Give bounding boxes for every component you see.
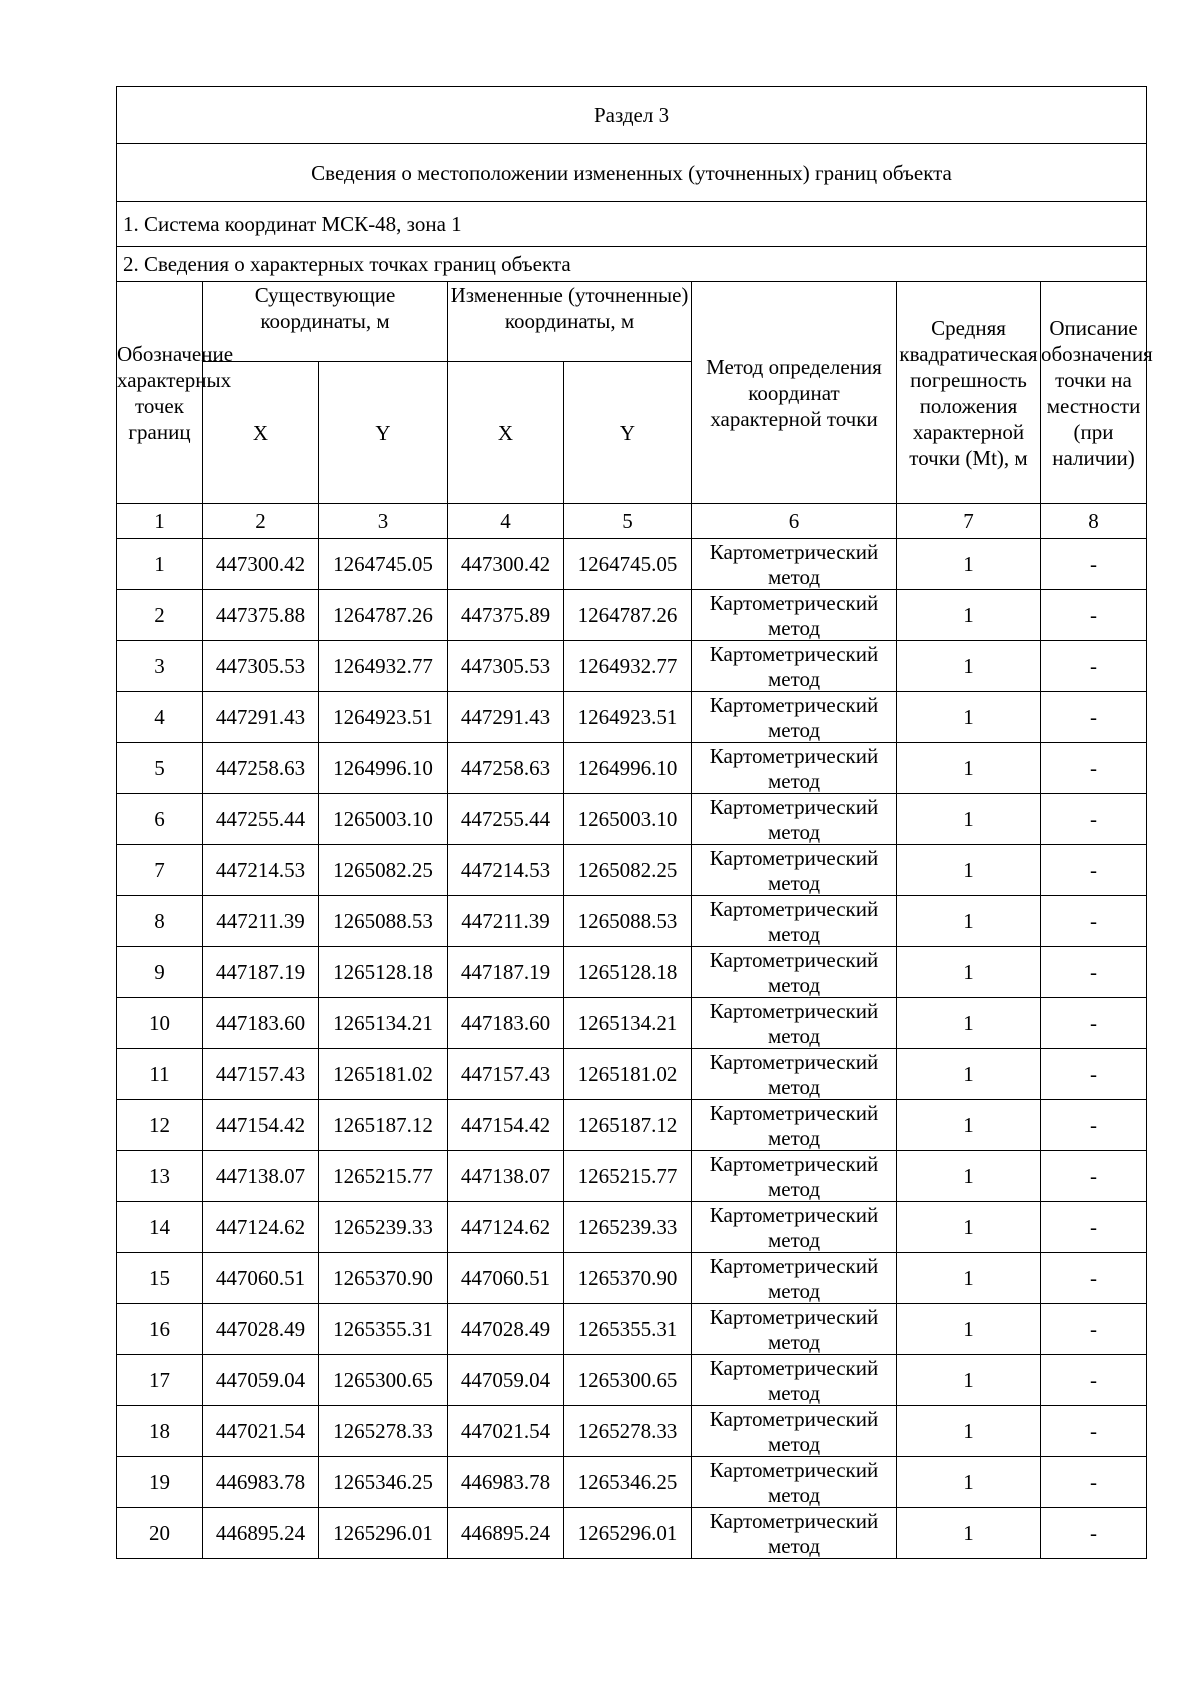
point-number-cell: 18 xyxy=(117,1406,203,1457)
existing-x-cell: 447157.43 xyxy=(203,1049,319,1100)
table-row xyxy=(117,743,1147,794)
existing-x-cell: 447183.60 xyxy=(203,998,319,1049)
changed-x-cell: 447187.19 xyxy=(448,947,564,998)
changed-y-cell: 1265300.65 xyxy=(564,1355,692,1406)
existing-y-cell: 1264745.05 xyxy=(319,539,448,590)
header-existing-x: X xyxy=(203,362,319,504)
method-text: Картометрический метод xyxy=(709,591,879,640)
existing-x-cell: 447154.42 xyxy=(203,1100,319,1151)
method-cell xyxy=(692,641,897,692)
mean-square-error-cell: 1 xyxy=(897,641,1041,692)
changed-x-cell: 447214.53 xyxy=(448,845,564,896)
method-text: Картометрический метод xyxy=(709,1509,879,1558)
table-row xyxy=(117,539,1147,590)
method-cell xyxy=(692,1202,897,1253)
method-text: Картометрический метод xyxy=(709,1458,879,1507)
description-cell: - xyxy=(1041,1457,1147,1508)
method-text: Картометрический метод xyxy=(709,1152,879,1201)
header-description: Описание обозначения точки на местности (при наличии) xyxy=(1041,282,1147,504)
changed-x-cell: 446983.78 xyxy=(448,1457,564,1508)
method-cell xyxy=(692,1253,897,1304)
table-row xyxy=(117,1406,1147,1457)
section-title: Раздел 3 xyxy=(117,87,1147,144)
changed-x-cell: 447059.04 xyxy=(448,1355,564,1406)
point-number-cell: 20 xyxy=(117,1508,203,1559)
changed-x-cell: 447124.62 xyxy=(448,1202,564,1253)
description-cell: - xyxy=(1041,1202,1147,1253)
changed-y-cell: 1265128.18 xyxy=(564,947,692,998)
description-cell: - xyxy=(1041,1100,1147,1151)
method-text: Картометрический метод xyxy=(709,948,879,997)
method-text: Картометрический метод xyxy=(709,1203,879,1252)
mean-square-error-cell: 1 xyxy=(897,539,1041,590)
description-cell: - xyxy=(1041,1253,1147,1304)
method-cell xyxy=(692,590,897,641)
existing-y-cell: 1264996.10 xyxy=(319,743,448,794)
changed-x-cell: 447060.51 xyxy=(448,1253,564,1304)
header-changed-coords: Измененные (уточненные) координаты, м xyxy=(448,282,692,362)
existing-y-cell: 1265134.21 xyxy=(319,998,448,1049)
point-number-cell: 14 xyxy=(117,1202,203,1253)
changed-x-cell: 447138.07 xyxy=(448,1151,564,1202)
existing-x-cell: 447375.88 xyxy=(203,590,319,641)
coord-system: 1. Система координат МСК-48, зона 1 xyxy=(117,202,1147,247)
changed-x-cell: 446895.24 xyxy=(448,1508,564,1559)
changed-y-cell: 1264932.77 xyxy=(564,641,692,692)
changed-x-cell: 447154.42 xyxy=(448,1100,564,1151)
changed-y-cell: 1265134.21 xyxy=(564,998,692,1049)
point-number-cell: 17 xyxy=(117,1355,203,1406)
method-cell xyxy=(692,743,897,794)
changed-x-cell: 447291.43 xyxy=(448,692,564,743)
existing-x-cell: 447291.43 xyxy=(203,692,319,743)
description-cell: - xyxy=(1041,743,1147,794)
table-row xyxy=(117,1151,1147,1202)
table-row xyxy=(117,947,1147,998)
changed-x-cell: 447021.54 xyxy=(448,1406,564,1457)
method-cell xyxy=(692,1049,897,1100)
changed-y-cell: 1265346.25 xyxy=(564,1457,692,1508)
existing-y-cell: 1265296.01 xyxy=(319,1508,448,1559)
header-mean-square-error: Средняя квадратическая погрешность положения характерной точки (Mt), м xyxy=(897,282,1041,504)
existing-x-cell: 447060.51 xyxy=(203,1253,319,1304)
existing-y-cell: 1264923.51 xyxy=(319,692,448,743)
method-cell xyxy=(692,1406,897,1457)
table-row xyxy=(117,692,1147,743)
existing-x-cell: 447059.04 xyxy=(203,1355,319,1406)
point-number-cell: 1 xyxy=(117,539,203,590)
description-cell: - xyxy=(1041,590,1147,641)
point-number-cell: 19 xyxy=(117,1457,203,1508)
existing-x-cell: 447124.62 xyxy=(203,1202,319,1253)
table-row xyxy=(117,1457,1147,1508)
existing-y-cell: 1265300.65 xyxy=(319,1355,448,1406)
description-cell: - xyxy=(1041,641,1147,692)
method-text: Картометрический метод xyxy=(709,1254,879,1303)
column-number: 2 xyxy=(203,504,319,539)
mean-square-error-cell: 1 xyxy=(897,1202,1041,1253)
existing-x-cell: 447300.42 xyxy=(203,539,319,590)
point-number-cell: 10 xyxy=(117,998,203,1049)
method-text: Картометрический метод xyxy=(709,1101,879,1150)
existing-y-cell: 1265128.18 xyxy=(319,947,448,998)
changed-y-cell: 1265187.12 xyxy=(564,1100,692,1151)
mean-square-error-cell: 1 xyxy=(897,743,1041,794)
header-point-designation: Обозначение характерных точек границ xyxy=(117,282,203,504)
changed-y-cell: 1264923.51 xyxy=(564,692,692,743)
changed-x-cell: 447305.53 xyxy=(448,641,564,692)
point-number-cell: 16 xyxy=(117,1304,203,1355)
changed-x-cell: 447183.60 xyxy=(448,998,564,1049)
description-cell: - xyxy=(1041,896,1147,947)
description-cell: - xyxy=(1041,1304,1147,1355)
existing-y-cell: 1265187.12 xyxy=(319,1100,448,1151)
changed-y-cell: 1265370.90 xyxy=(564,1253,692,1304)
changed-y-cell: 1265278.33 xyxy=(564,1406,692,1457)
column-number: 6 xyxy=(692,504,897,539)
method-text: Картометрический метод xyxy=(709,744,879,793)
column-number: 5 xyxy=(564,504,692,539)
section-subtitle: Сведения о местоположении измененных (уточненных) границ объекта xyxy=(117,144,1147,202)
description-cell: - xyxy=(1041,692,1147,743)
changed-x-cell: 447157.43 xyxy=(448,1049,564,1100)
description-cell: - xyxy=(1041,794,1147,845)
table-row xyxy=(117,1253,1147,1304)
changed-y-cell: 1265296.01 xyxy=(564,1508,692,1559)
table-row xyxy=(117,590,1147,641)
point-number-cell: 12 xyxy=(117,1100,203,1151)
changed-y-cell: 1265355.31 xyxy=(564,1304,692,1355)
method-cell xyxy=(692,845,897,896)
table-row xyxy=(117,1304,1147,1355)
method-cell xyxy=(692,896,897,947)
point-number-cell: 3 xyxy=(117,641,203,692)
existing-y-cell: 1265181.02 xyxy=(319,1049,448,1100)
method-cell xyxy=(692,998,897,1049)
method-text: Картометрический метод xyxy=(709,1305,879,1354)
existing-x-cell: 447255.44 xyxy=(203,794,319,845)
point-number-cell: 6 xyxy=(117,794,203,845)
column-number: 3 xyxy=(319,504,448,539)
changed-y-cell: 1264745.05 xyxy=(564,539,692,590)
mean-square-error-cell: 1 xyxy=(897,1304,1041,1355)
existing-y-cell: 1265088.53 xyxy=(319,896,448,947)
existing-y-cell: 1265278.33 xyxy=(319,1406,448,1457)
table-row xyxy=(117,896,1147,947)
method-cell xyxy=(692,539,897,590)
existing-x-cell: 447021.54 xyxy=(203,1406,319,1457)
header-changed-x: X xyxy=(448,362,564,504)
method-text: Картометрический метод xyxy=(709,693,879,742)
method-cell xyxy=(692,1151,897,1202)
mean-square-error-cell: 1 xyxy=(897,1457,1041,1508)
mean-square-error-cell: 1 xyxy=(897,1151,1041,1202)
point-number-cell: 7 xyxy=(117,845,203,896)
existing-x-cell: 447258.63 xyxy=(203,743,319,794)
existing-x-cell: 446983.78 xyxy=(203,1457,319,1508)
existing-y-cell: 1265215.77 xyxy=(319,1151,448,1202)
boundary-points-table xyxy=(116,86,1153,1559)
existing-x-cell: 447211.39 xyxy=(203,896,319,947)
mean-square-error-cell: 1 xyxy=(897,998,1041,1049)
point-number-cell: 2 xyxy=(117,590,203,641)
existing-y-cell: 1265003.10 xyxy=(319,794,448,845)
changed-y-cell: 1265215.77 xyxy=(564,1151,692,1202)
table-row xyxy=(117,1355,1147,1406)
description-cell: - xyxy=(1041,1049,1147,1100)
mean-square-error-cell: 1 xyxy=(897,1253,1041,1304)
existing-y-cell: 1265346.25 xyxy=(319,1457,448,1508)
method-text: Картометрический метод xyxy=(709,846,879,895)
changed-y-cell: 1265181.02 xyxy=(564,1049,692,1100)
description-cell: - xyxy=(1041,947,1147,998)
mean-square-error-cell: 1 xyxy=(897,1406,1041,1457)
table-row xyxy=(117,794,1147,845)
changed-y-cell: 1265082.25 xyxy=(564,845,692,896)
method-text: Картометрический метод xyxy=(709,1050,879,1099)
method-text: Картометрический метод xyxy=(709,897,879,946)
changed-x-cell: 447211.39 xyxy=(448,896,564,947)
description-cell: - xyxy=(1041,1355,1147,1406)
column-number: 1 xyxy=(117,504,203,539)
method-text: Картометрический метод xyxy=(709,1407,879,1456)
existing-x-cell: 447214.53 xyxy=(203,845,319,896)
method-cell xyxy=(692,1508,897,1559)
changed-y-cell: 1265003.10 xyxy=(564,794,692,845)
table-row xyxy=(117,845,1147,896)
table-row xyxy=(117,998,1147,1049)
changed-x-cell: 447375.89 xyxy=(448,590,564,641)
method-cell xyxy=(692,794,897,845)
header-existing-y: Y xyxy=(319,362,448,504)
description-cell: - xyxy=(1041,1406,1147,1457)
description-cell: - xyxy=(1041,845,1147,896)
method-cell xyxy=(692,947,897,998)
mean-square-error-cell: 1 xyxy=(897,1100,1041,1151)
point-number-cell: 8 xyxy=(117,896,203,947)
changed-x-cell: 447258.63 xyxy=(448,743,564,794)
existing-x-cell: 447028.49 xyxy=(203,1304,319,1355)
table-row xyxy=(117,1508,1147,1559)
existing-y-cell: 1265370.90 xyxy=(319,1253,448,1304)
method-cell xyxy=(692,1304,897,1355)
changed-x-cell: 447028.49 xyxy=(448,1304,564,1355)
method-text: Картометрический метод xyxy=(709,999,879,1048)
method-text: Картометрический метод xyxy=(709,540,879,589)
point-number-cell: 5 xyxy=(117,743,203,794)
existing-x-cell: 446895.24 xyxy=(203,1508,319,1559)
method-text: Картометрический метод xyxy=(709,642,879,691)
column-number: 4 xyxy=(448,504,564,539)
table-row xyxy=(117,641,1147,692)
method-cell xyxy=(692,1355,897,1406)
mean-square-error-cell: 1 xyxy=(897,845,1041,896)
mean-square-error-cell: 1 xyxy=(897,947,1041,998)
header-method: Метод определения координат характерной точки xyxy=(692,282,897,504)
table-row xyxy=(117,1202,1147,1253)
mean-square-error-cell: 1 xyxy=(897,1049,1041,1100)
existing-y-cell: 1265239.33 xyxy=(319,1202,448,1253)
method-text: Картометрический метод xyxy=(709,795,879,844)
method-cell xyxy=(692,1457,897,1508)
changed-y-cell: 1265088.53 xyxy=(564,896,692,947)
mean-square-error-cell: 1 xyxy=(897,692,1041,743)
changed-x-cell: 447300.42 xyxy=(448,539,564,590)
changed-y-cell: 1264996.10 xyxy=(564,743,692,794)
changed-x-cell: 447255.44 xyxy=(448,794,564,845)
mean-square-error-cell: 1 xyxy=(897,1355,1041,1406)
column-number: 8 xyxy=(1041,504,1147,539)
existing-y-cell: 1264787.26 xyxy=(319,590,448,641)
description-cell: - xyxy=(1041,1508,1147,1559)
header-changed-y: Y xyxy=(564,362,692,504)
point-number-cell: 15 xyxy=(117,1253,203,1304)
point-number-cell: 9 xyxy=(117,947,203,998)
existing-x-cell: 447305.53 xyxy=(203,641,319,692)
point-number-cell: 4 xyxy=(117,692,203,743)
existing-x-cell: 447187.19 xyxy=(203,947,319,998)
changed-y-cell: 1265239.33 xyxy=(564,1202,692,1253)
mean-square-error-cell: 1 xyxy=(897,590,1041,641)
method-text: Картометрический метод xyxy=(709,1356,879,1405)
point-number-cell: 13 xyxy=(117,1151,203,1202)
existing-y-cell: 1264932.77 xyxy=(319,641,448,692)
changed-y-cell: 1264787.26 xyxy=(564,590,692,641)
points-heading: 2. Сведения о характерных точках границ объекта xyxy=(117,247,1147,282)
table-row xyxy=(117,1049,1147,1100)
method-cell xyxy=(692,692,897,743)
mean-square-error-cell: 1 xyxy=(897,896,1041,947)
existing-y-cell: 1265355.31 xyxy=(319,1304,448,1355)
description-cell: - xyxy=(1041,539,1147,590)
mean-square-error-cell: 1 xyxy=(897,794,1041,845)
description-cell: - xyxy=(1041,998,1147,1049)
existing-y-cell: 1265082.25 xyxy=(319,845,448,896)
mean-square-error-cell: 1 xyxy=(897,1508,1041,1559)
point-number-cell: 11 xyxy=(117,1049,203,1100)
existing-x-cell: 447138.07 xyxy=(203,1151,319,1202)
table-row xyxy=(117,1100,1147,1151)
description-cell: - xyxy=(1041,1151,1147,1202)
header-existing-coords: Существующие координаты, м xyxy=(203,282,448,362)
method-cell xyxy=(692,1100,897,1151)
column-number: 7 xyxy=(897,504,1041,539)
